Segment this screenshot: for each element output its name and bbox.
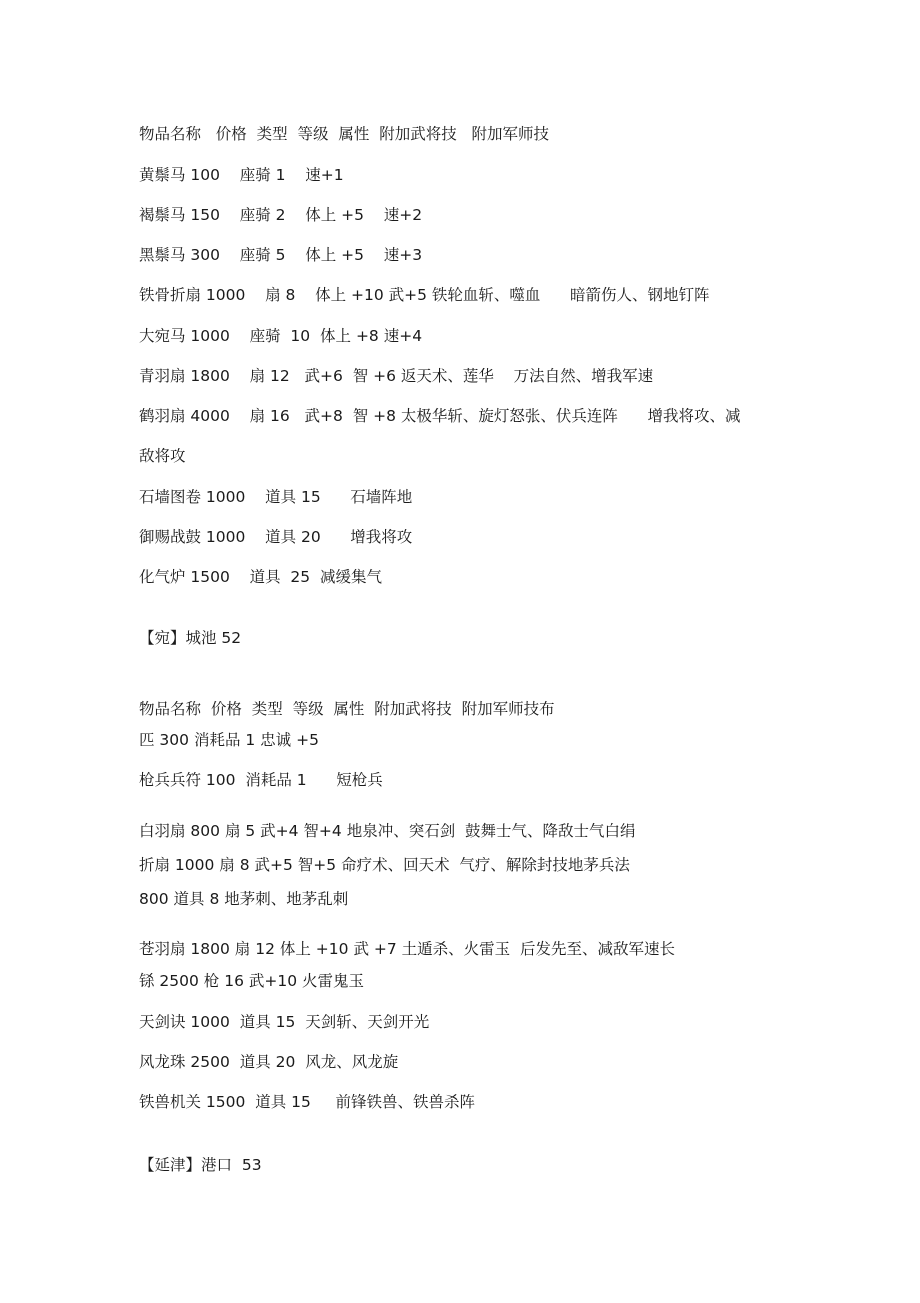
item-line: 铁骨折扇 1000 扇 8 体上 +10 武+5 铁轮血斩、噬血 暗箭伤人、钢地钉阵	[139, 286, 710, 304]
item-line: 黑鬃马 300 座骑 5 体上 +5 速+3	[139, 246, 423, 264]
section1-header: 物品名称 价格 类型 等级 属性 附加武将技 附加军师技	[139, 125, 549, 143]
item-line: 石墙图卷 1000 道具 15 石墙阵地	[139, 488, 413, 506]
item-line: 800 道具 8 地茅刺、地茅乱刺	[139, 890, 349, 908]
section3-title: 【延津】港口 53	[139, 1156, 262, 1174]
item-line: 铁兽机关 1500 道具 15 前锋铁兽、铁兽杀阵	[139, 1093, 476, 1111]
item-line: 鹤羽扇 4000 扇 16 武+8 智 +8 太极华斩、旋灯怒张、伏兵连阵 增我将攻、减	[139, 407, 741, 425]
item-line: 风龙珠 2500 道具 20 风龙、风龙旋	[139, 1053, 399, 1071]
item-line: 白羽扇 800 扇 5 武+4 智+4 地泉冲、突石剑 鼓舞士气、降敌士气白绢	[139, 822, 636, 840]
item-line: 大宛马 1000 座骑 10 体上 +8 速+4	[139, 327, 423, 345]
item-line: 黄鬃马 100 座骑 1 速+1	[139, 166, 344, 184]
item-line: 化气炉 1500 道具 25 减缓集气	[139, 568, 383, 586]
item-line: 苍羽扇 1800 扇 12 体上 +10 武 +7 土遁杀、火雷玉 后发先至、减敌军速长	[139, 940, 676, 958]
item-line: 御赐战鼓 1000 道具 20 增我将攻	[139, 528, 413, 546]
item-line: 折扇 1000 扇 8 武+5 智+5 命疗术、回天术 气疗、解除封技地茅兵法	[139, 856, 630, 874]
item-line: 匹 300 消耗品 1 忠诚 +5	[139, 731, 319, 749]
item-line: 褐鬃马 150 座骑 2 体上 +5 速+2	[139, 206, 423, 224]
item-line: 枪兵兵符 100 消耗品 1 短枪兵	[139, 771, 383, 789]
item-line: 天剑诀 1000 道具 15 天剑斩、天剑开光	[139, 1013, 430, 1031]
item-line: 铩 2500 枪 16 武+10 火雷鬼玉	[139, 972, 365, 990]
item-line: 青羽扇 1800 扇 12 武+6 智 +6 返天术、莲华 万法自然、增我军速	[139, 367, 654, 385]
section2-header: 物品名称 价格 类型 等级 属性 附加武将技 附加军师技布	[139, 700, 555, 718]
item-line: 敌将攻	[139, 447, 186, 465]
section2-title: 【宛】城池 52	[139, 629, 242, 647]
